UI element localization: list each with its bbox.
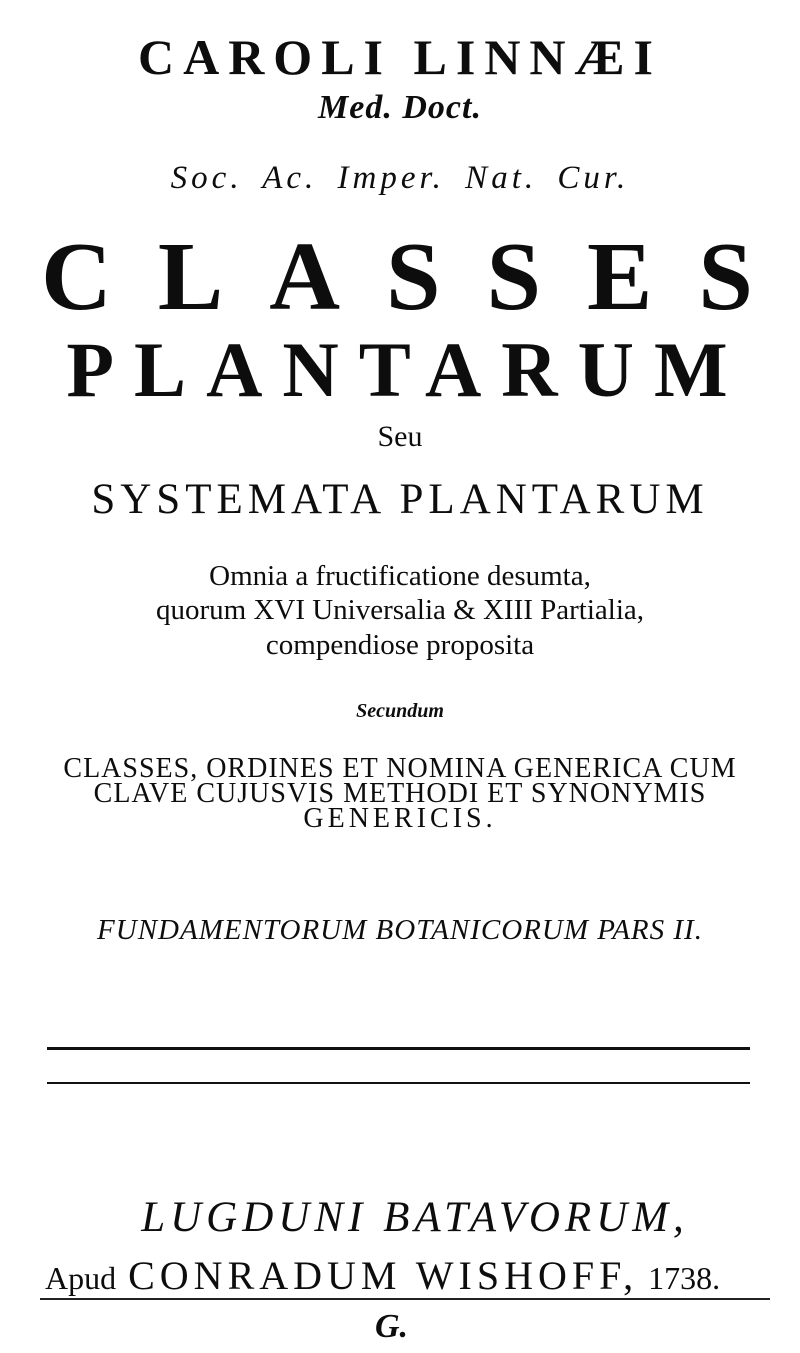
divider-rule-bottom — [47, 1082, 750, 1084]
imprint-city: LUGDUNI BATAVORUM, — [141, 1194, 689, 1241]
signature-mark: G. — [375, 1308, 409, 1345]
title-conjunction: Seu — [377, 420, 423, 453]
classes-line-2: CLAVE CUJUSVIS METHODI ET SYNONYMIS — [93, 778, 707, 809]
main-title-line-2: PLANTARUM — [66, 326, 748, 413]
author-name: CAROLI LINNÆI — [137, 29, 662, 85]
classes-line-3: GENERICIS. — [303, 803, 497, 834]
classes-line-1: CLASSES, ORDINES ET NOMINA GENERICA CUM — [63, 753, 737, 784]
subtitle: SYSTEMATA PLANTARUM — [91, 476, 709, 523]
imprint-baseline-rule — [40, 1298, 770, 1300]
description-line-1: Omnia a fructificatione desumta, — [209, 560, 591, 592]
author-degree: Med. Doct. — [318, 89, 482, 126]
imprint-apud: Apud — [45, 1260, 117, 1296]
author-society: Soc. Ac. Imper. Nat. Cur. — [170, 160, 630, 196]
description-line-3: compendiose proposita — [265, 629, 535, 661]
main-title-line-1: CLASSES — [41, 223, 799, 331]
imprint-year: 1738. — [648, 1260, 721, 1296]
divider-rule-top — [47, 1047, 750, 1050]
description-line-2: quorum XVI Universalia & XIII Partialia, — [155, 594, 645, 626]
imprint-printer: CONRADUM WISHOFF, — [128, 1253, 639, 1298]
imprint-line — [45, 1253, 721, 1298]
secundum-label: Secundum — [356, 700, 444, 722]
series-title: FUNDAMENTORUM BOTANICORUM PARS II. — [97, 914, 703, 946]
